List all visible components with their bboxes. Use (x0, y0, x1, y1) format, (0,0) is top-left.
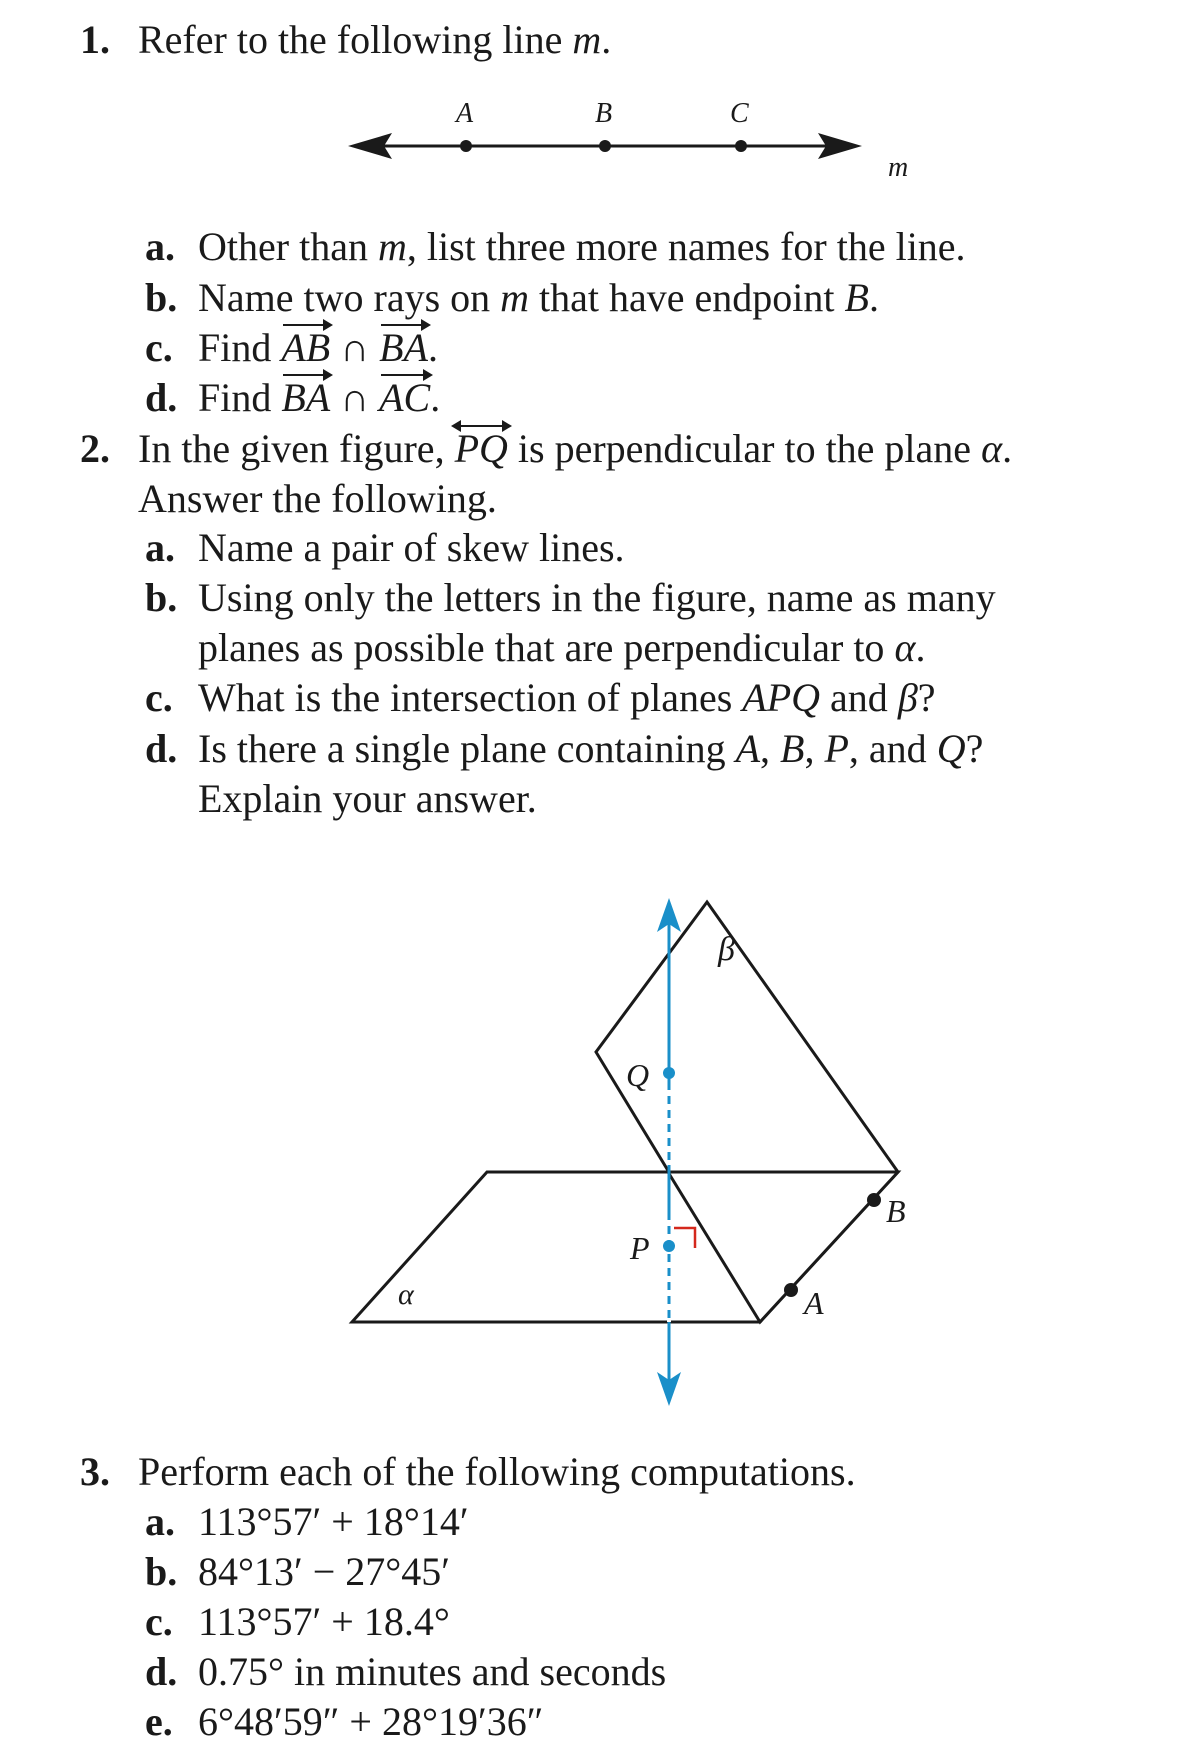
ray-ba: BA (379, 325, 428, 370)
q2d-t1: Is there a single plane containing (198, 726, 736, 771)
q1b-t3: . (868, 275, 879, 320)
q2-t2: is perpendicular to the plane (507, 426, 982, 471)
q2c-t1: What is the intersection of planes (198, 675, 743, 720)
q1c-t2: . (428, 325, 438, 370)
label-a: A (456, 98, 474, 129)
q2c-label: c. (145, 675, 173, 720)
line-pq (455, 425, 508, 473)
label-b-fig: B (886, 1193, 906, 1229)
q2a-label: a. (145, 525, 175, 570)
label-m: m (888, 152, 909, 183)
label-alpha: α (398, 1278, 414, 1311)
q3e-text: 6°48′59″ + 28°19′36″ (198, 1699, 544, 1744)
line-pq-text: PQ (454, 426, 508, 471)
q1d-t2: . (430, 375, 441, 420)
line-m-figure (348, 98, 908, 183)
q3-number: 3. (80, 1449, 110, 1494)
q1b-v2: B (844, 275, 869, 320)
point-q (663, 1067, 675, 1079)
point-a-fig (784, 1283, 798, 1297)
point-p (663, 1240, 675, 1252)
q3c-label: c. (145, 1599, 173, 1644)
q2b-text2b: . (915, 625, 926, 670)
point-c (735, 140, 747, 152)
label-a-fig: A (804, 1285, 824, 1321)
ray-ac: AC (379, 375, 431, 420)
q2d-text2: Explain your answer. (198, 776, 537, 821)
label-c: C (730, 98, 749, 129)
q2d-s2: , (804, 726, 825, 771)
q1-text-end: . (601, 17, 612, 62)
q2b-label: b. (145, 575, 178, 620)
q2b-text2a: planes as possible that are perpendicular to (198, 625, 895, 670)
q2-plane: α (981, 426, 1003, 471)
q3-text: Perform each of the following computations. (138, 1449, 856, 1494)
q2-t1: In the given figure, (138, 426, 455, 471)
q3e-label: e. (145, 1699, 173, 1744)
q2d-s3: , and (848, 726, 937, 771)
label-beta: β (718, 931, 735, 968)
q1a-label: a. (145, 224, 175, 269)
q2d-v2: B (780, 726, 805, 771)
q1c-op: ∩ (330, 325, 380, 370)
q2c-v2: β (897, 675, 918, 720)
q3a-text: 113°57′ + 18°14′ (198, 1499, 469, 1544)
q1a-t2: , list three more names for the line. (406, 224, 966, 269)
q1a-t1: Other than (198, 224, 378, 269)
q1b-v1: m (500, 275, 530, 320)
q2d-v1: A (735, 726, 761, 771)
q2c-t3: ? (917, 675, 936, 720)
q1d-label: d. (145, 375, 178, 420)
q1b-t1: Name two rays on (198, 275, 501, 320)
q1d-t1: Find (198, 375, 282, 420)
q3d-text: 0.75° in minutes and seconds (198, 1649, 667, 1694)
q1b-label: b. (145, 275, 178, 320)
q2d-t2: ? (965, 726, 984, 771)
point-b (599, 140, 611, 152)
point-a (460, 140, 472, 152)
q1c-t1: Find (198, 325, 282, 370)
q3a-label: a. (145, 1499, 175, 1544)
q1b-t2: that have endpoint (529, 275, 845, 320)
q1-number: 1. (80, 17, 110, 62)
q1-text: Refer to the following line (138, 17, 573, 62)
q3d-label: d. (145, 1649, 178, 1694)
q1c-label: c. (145, 325, 173, 370)
planes-figure (352, 898, 906, 1406)
ray-ba-2: BA (281, 375, 331, 420)
q2c-t2: and (820, 675, 898, 720)
q3b-label: b. (145, 1549, 178, 1594)
label-p: P (630, 1230, 650, 1266)
ray-ab: AB (281, 325, 331, 370)
q2d-v3: P (824, 726, 849, 771)
q1d-op: ∩ (330, 375, 380, 420)
q2d-s1: , (760, 726, 781, 771)
q2b-v: α (894, 625, 916, 670)
label-q: Q (626, 1057, 650, 1093)
q1a-v1: m (377, 224, 407, 269)
q2d-v4: Q (936, 726, 966, 771)
q3b-text: 84°13′ − 27°45′ (198, 1549, 451, 1594)
q2-line2: Answer the following. (138, 476, 497, 521)
q2d-label: d. (145, 726, 178, 771)
q2b-text: Using only the letters in the figure, name as many (198, 575, 996, 620)
q2a-text: Name a pair of skew lines. (198, 525, 625, 570)
q1-line-name: m (572, 17, 602, 62)
q2-number: 2. (80, 426, 110, 471)
point-b-fig (867, 1193, 881, 1207)
q2c-v1: APQ (742, 675, 821, 720)
label-b: B (595, 98, 613, 129)
q3c-text: 113°57′ + 18.4° (198, 1599, 450, 1644)
q2-t3: . (1002, 426, 1013, 471)
